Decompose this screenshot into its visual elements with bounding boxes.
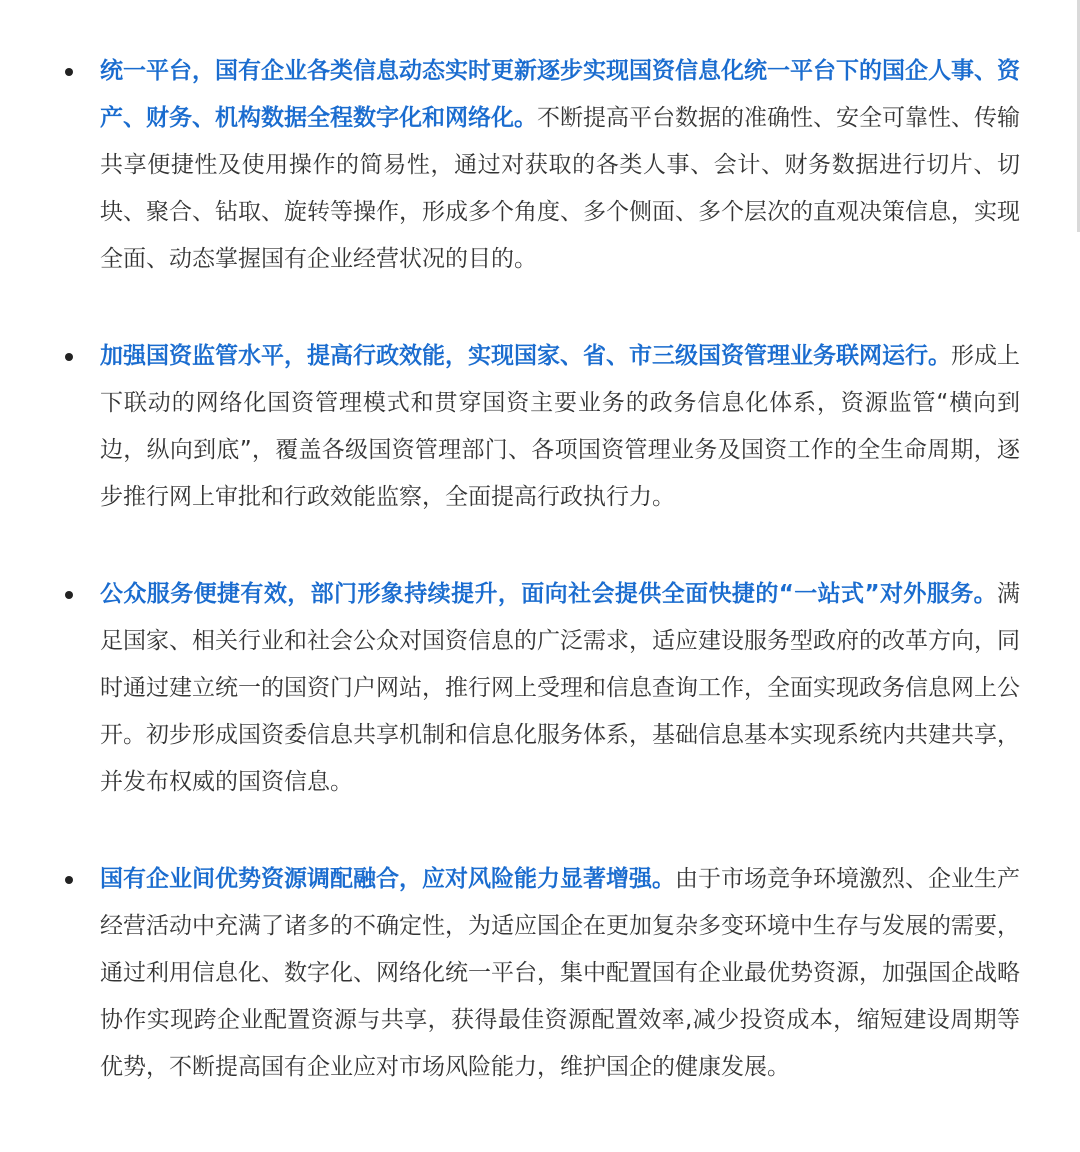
item-body: 由于市场竞争环境激烈、企业生产经营活动中充满了诸多的不确定性，为适应国企在更加复杂多变环境中生存与发展的需要，通过利用信息化、数字化、网络化统一平台，集中配置国有企业最优势资源，加强国企战略协作实现跨企业配置资源与共享，获得最佳资源配置效率,减少投资成本，缩短建设周期等优势，不断提高国有企业应对市场风险能力，维护国企的健康发展。 [100, 866, 1020, 1080]
item-lead: 国有企业间优势资源调配融合，应对风险能力显著增强。 [100, 866, 675, 892]
bullet-icon [65, 353, 73, 361]
item-lead: 加强国资监管水平，提高行政效能，实现国家、省、市三级国资管理业务联网运行。 [100, 343, 951, 369]
item-body: 满足国家、相关行业和社会公众对国资信息的广泛需求，适应建设服务型政府的改革方向，同时通过建立统一的国资门户网站，推行网上受理和信息查询工作，全面实现政务信息网上公开。初步形成国资委信息共享机制和信息化服务体系，基础信息基本实现系统内共建共享，并发布权威的国资信息。 [100, 581, 1020, 795]
bullet-icon [65, 591, 73, 599]
item-lead: 统一平台，国有企业各类信息动态实时更新逐步实现国资信息化统一平台下的国企人事、资产、财务、机构数据全程数字化和网络化。 [100, 58, 1020, 131]
item-body: 不断提高平台数据的准确性、安全可靠性、传输共享便捷性及使用操作的简易性，通过对获取的各类人事、会计、财务数据进行切片、切块、聚合、钻取、旋转等操作，形成多个角度、多个侧面、多个层次的直观决策信息，实现全面、动态掌握国有企业经营状况的目的。 [100, 105, 1020, 272]
item-body: 形成上下联动的网络化国资管理模式和贯穿国资主要业务的政务信息化体系，资源监管“横向到边，纵向到底”，覆盖各级国资管理部门、各项国资管理业务及国资工作的全生命周期，逐步推行网上审批和行政效能监察，全面提高行政执行力。 [100, 343, 1020, 510]
item-lead: 公众服务便捷有效，部门形象持续提升，面向社会提供全面快捷的“一站式”对外服务。 [100, 581, 997, 607]
bullet-icon [65, 876, 73, 884]
list-item [100, 333, 1020, 521]
list-item [100, 856, 1020, 1091]
list-item [100, 571, 1020, 806]
article-content [0, 48, 1080, 1141]
bullet-icon [65, 68, 73, 76]
list-item [100, 48, 1020, 283]
